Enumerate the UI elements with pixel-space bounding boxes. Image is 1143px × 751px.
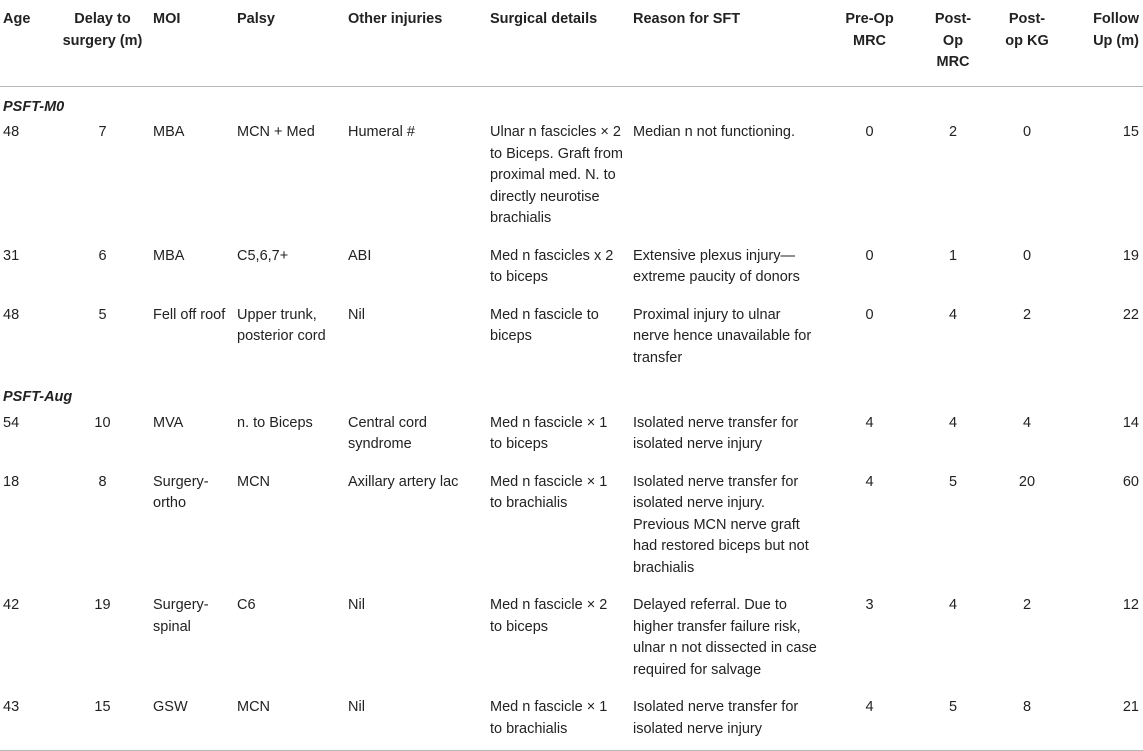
cell-post-op-kg: 0 bbox=[1022, 124, 1032, 140]
cell-follow-up: 15 bbox=[1122, 124, 1139, 140]
table-row bbox=[0, 591, 1143, 693]
cell-age: 18 bbox=[3, 473, 20, 490]
cell-pre-op-mrc: 0 bbox=[865, 124, 874, 140]
cell-pre-op-mrc: 4 bbox=[826, 693, 913, 751]
cell-surgical-details: Med n fascicle × 2 to biceps bbox=[490, 597, 608, 635]
cell-post-op-kg: 0 bbox=[1022, 247, 1032, 264]
cell-reason: Isolated nerve transfer for isolated nerve injury. Previous MCN nerve graft had restored biceps but not brachialis bbox=[633, 473, 809, 576]
header-moi: MOI bbox=[153, 0, 237, 86]
section-row bbox=[0, 86, 1143, 118]
cell-pre-op-mrc: 4 bbox=[865, 473, 874, 490]
cell-surgical-details: Med n fascicle × 1 to biceps bbox=[490, 414, 608, 452]
cell-age: 48 bbox=[3, 306, 20, 323]
cell-reason: Delayed referral. Due to higher transfer failure risk, ulnar n not dissected in case required for salvage bbox=[633, 597, 817, 678]
cell-other-injuries: Nil bbox=[348, 597, 365, 613]
cell-delay: 10 bbox=[94, 414, 111, 431]
cell-post-op-mrc: 1 bbox=[948, 247, 958, 264]
header-age: Age bbox=[0, 0, 52, 86]
header-delay: Delay to surgery (m) bbox=[52, 0, 153, 86]
cell-other-injuries: ABI bbox=[348, 247, 372, 264]
cell-post-op-mrc: 4 bbox=[948, 597, 958, 613]
cell-surgical-details: Med n fascicles x 2 to biceps bbox=[490, 247, 614, 285]
cell-post-op-mrc: 4 bbox=[948, 414, 958, 431]
cell-age: 43 bbox=[0, 693, 52, 751]
cell-palsy: C5,6,7+ bbox=[237, 247, 289, 264]
cell-reason: Isolated nerve transfer for isolated nerve injury bbox=[633, 693, 826, 751]
cell-post-op-kg: 2 bbox=[1022, 306, 1032, 323]
header-follow-up: Follow Up (m) bbox=[1061, 0, 1143, 86]
cell-follow-up: 21 bbox=[1061, 693, 1143, 751]
cell-follow-up: 14 bbox=[1122, 414, 1139, 431]
cell-post-op-kg: 4 bbox=[1022, 414, 1032, 431]
table-row bbox=[0, 118, 1143, 242]
cell-follow-up: 12 bbox=[1122, 597, 1139, 613]
cell-follow-up: 19 bbox=[1122, 247, 1139, 264]
header-other-injuries: Other injuries bbox=[348, 0, 490, 86]
cell-reason: Extensive plexus injury—extreme paucity of donors bbox=[633, 247, 800, 285]
cell-moi: Fell off roof bbox=[153, 306, 226, 323]
cell-post-op-mrc: 4 bbox=[948, 306, 958, 323]
header-surgical-details: Surgical details bbox=[490, 0, 633, 86]
cell-follow-up: 22 bbox=[1122, 306, 1139, 323]
table-row bbox=[0, 409, 1143, 468]
cell-moi: Surgery-spinal bbox=[153, 597, 209, 635]
cell-palsy: MCN + Med bbox=[237, 124, 315, 140]
cell-pre-op-mrc: 0 bbox=[865, 247, 874, 264]
cell-pre-op-mrc: 0 bbox=[865, 306, 874, 323]
table-row bbox=[0, 301, 1143, 382]
cell-other-injuries: Humeral # bbox=[348, 124, 415, 140]
cell-age: 31 bbox=[3, 247, 20, 264]
table-body bbox=[0, 86, 1143, 751]
cell-post-op-mrc: 2 bbox=[948, 124, 958, 140]
cell-delay: 7 bbox=[98, 124, 107, 140]
cell-moi: GSW bbox=[153, 693, 237, 751]
cell-moi: MBA bbox=[153, 124, 185, 140]
table-row bbox=[0, 242, 1143, 301]
header-post-op-kg: Post-op KG bbox=[993, 0, 1061, 86]
cell-reason: Proximal injury to ulnar nerve hence unavailable for transfer bbox=[633, 306, 812, 366]
section-row bbox=[0, 381, 1143, 409]
cell-surgical-details: Med n fascicle × 1 to brachialis bbox=[490, 693, 633, 751]
header-reason: Reason for SFT bbox=[633, 0, 826, 86]
cell-post-op-kg: 2 bbox=[1022, 597, 1032, 613]
cell-post-op-kg: 8 bbox=[993, 693, 1061, 751]
table-row bbox=[0, 693, 1143, 751]
cell-palsy: C6 bbox=[237, 597, 256, 613]
cell-moi: MVA bbox=[153, 414, 184, 431]
cell-surgical-details: Ulnar n fascicles × 2 to Biceps. Graft from proximal med. N. to directly neurotise brachialis bbox=[490, 124, 623, 226]
cell-reason: Median n not functioning. bbox=[633, 124, 796, 140]
cell-palsy: MCN bbox=[237, 473, 271, 490]
cell-palsy: Upper trunk, posterior cord bbox=[237, 306, 326, 344]
section-label: PSFT-M0 bbox=[3, 98, 65, 115]
cell-surgical-details: Med n fascicle × 1 to brachialis bbox=[490, 473, 608, 511]
section-label: PSFT-Aug bbox=[3, 389, 73, 405]
cell-delay: 15 bbox=[52, 693, 153, 751]
cell-age: 48 bbox=[3, 124, 20, 140]
header-row bbox=[0, 0, 1143, 86]
cell-follow-up: 60 bbox=[1122, 473, 1139, 490]
cell-pre-op-mrc: 3 bbox=[865, 597, 874, 613]
cell-post-op-mrc: 5 bbox=[948, 473, 958, 490]
cell-palsy: n. to Biceps bbox=[237, 414, 313, 431]
header-palsy: Palsy bbox=[237, 0, 348, 86]
header-pre-op-mrc: Pre-Op MRC bbox=[826, 0, 913, 86]
cell-delay: 6 bbox=[98, 247, 107, 264]
cell-age: 42 bbox=[3, 597, 20, 613]
cell-age: 54 bbox=[3, 414, 20, 431]
cell-other-injuries: Nil bbox=[348, 693, 490, 751]
cell-post-op-kg: 20 bbox=[1018, 473, 1036, 490]
cell-delay: 19 bbox=[94, 597, 111, 613]
cell-reason: Isolated nerve transfer for isolated nerve injury bbox=[633, 414, 799, 452]
cell-post-op-mrc: 5 bbox=[913, 693, 993, 751]
cell-moi: Surgery-ortho bbox=[153, 473, 209, 511]
header-post-op-mrc: Post-Op MRC bbox=[913, 0, 993, 86]
cell-surgical-details: Med n fascicle to biceps bbox=[490, 306, 599, 344]
cell-moi: MBA bbox=[153, 247, 185, 264]
cell-pre-op-mrc: 4 bbox=[865, 414, 874, 431]
cell-palsy: MCN bbox=[237, 693, 348, 751]
cell-other-injuries: Central cord syndrome bbox=[348, 414, 427, 452]
cell-other-injuries: Nil bbox=[348, 306, 365, 323]
table-row bbox=[0, 468, 1143, 592]
cell-delay: 8 bbox=[98, 473, 107, 490]
cell-other-injuries: Axillary artery lac bbox=[348, 473, 459, 490]
cell-delay: 5 bbox=[98, 306, 107, 323]
